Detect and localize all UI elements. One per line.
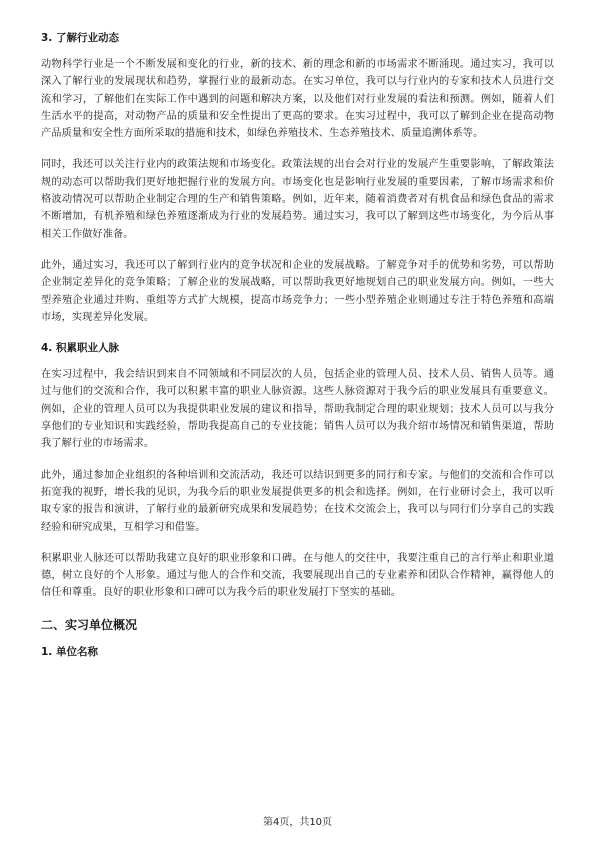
paragraph: 在实习过程中，我会结识到来自不同领域和不同层次的人员，包括企业的管理人员、技术人员、销售人员等。通过与他们的交流和合作，我可以积累丰富的职业人脉资源。这些人脉资源对于我今后的职业发展具有重要意义。例如，企业的管理人员可以为我提供职业发展的建议和指导，帮助我制定合理的职业规划；技术人员可以与我分享他们的专业知识和实践经验，帮助我提高自己的专业技能；销售人员可以为我介绍市场情况和销售渠道，帮助我了解行业的市场需求。 — [41, 369, 554, 450]
section-heading-understand-industry: 3. 了解行业动态 — [41, 32, 119, 44]
page-number-footer: 第4页，共10页 — [262, 817, 333, 828]
page-content — [41, 20, 554, 670]
paragraph: 同时，我还可以关注行业内的政策法规和市场变化。政策法规的出台会对行业的发展产生重要影响，了解政策法规的动态可以帮助我们更好地把握行业的发展方向。市场变化也是影响行业发展的重要因素，了解市场需求和价格波动情况可以帮助企业制定合理的生产和销售策略。例如，近年来，随着消费者对有机食品和绿色食品的需求不断增加，有机养殖和绿色养殖逐渐成为行业的发展趋势。通过实习，我可以了解到这些市场变化，为今后从事相关工作做好准备。 — [41, 159, 554, 240]
section-heading-unit-name: 1. 单位名称 — [41, 645, 98, 658]
paragraph: 此外，通过实习，我还可以了解到行业内的竞争状况和企业的发展战略。了解竞争对手的优势和劣势，可以帮助企业制定差异化的竞争策略；了解企业的发展战略，可以帮助我更好地规划自己的职业发展方向。例如，一些大型养殖企业通过并购、重组等方式扩大规模，提高市场竞争力；一些小型养殖企业则通过专注于特色养殖和高端市场，实现差异化发展。 — [41, 259, 554, 323]
paragraph: 积累职业人脉还可以帮助我建立良好的职业形象和口碑。在与他人的交往中，我要注重自己的言行举止和职业道德，树立良好的个人形象。通过与他人的合作和交流，我要展现出自己的专业素养和团队合作精神，赢得他人的信任和尊重。良好的职业形象和口碑可以为我今后的职业发展打下坚实的基础。 — [41, 552, 554, 599]
paragraph: 动物科学行业是一个不断发展和变化的行业，新的技术、新的理念和新的市场需求不断涌现。通过实习，我可以深入了解行业的发展现状和趋势，掌握行业的最新动态。在实习单位，我可以与行业内的专家和技术人员进行交流和学习，了解他们在实际工作中遇到的问题和解决方案，以及他们对行业发展的看法和预测。例如，随着人们生活水平的提高，对动物产品的质量和安全性提出了更高的要求。在实习过程中，我可以了解到企业在提高动物产品质量和安全性方面所采取的措施和技术，如绿色养殖技术、生态养殖技术、质量追溯体系等。 — [41, 59, 554, 140]
paragraph: 此外，通过参加企业组织的各种培训和交流活动，我还可以结识到更多的同行和专家。与他们的交流和合作可以拓宽我的视野，增长我的见识，为我今后的职业发展提供更多的机会和选择。例如，在行业研讨会上，我可以听取专家的报告和演讲，了解行业的最新研究成果和发展趋势；在技术交流会上，我可以与同行们分享自己的实践经验和研究成果，互相学习和借鉴。 — [41, 469, 554, 533]
chapter-heading-unit-overview: 二、实习单位概况 — [41, 617, 138, 632]
section-heading-build-network: 4. 积累职业人脉 — [41, 342, 119, 355]
